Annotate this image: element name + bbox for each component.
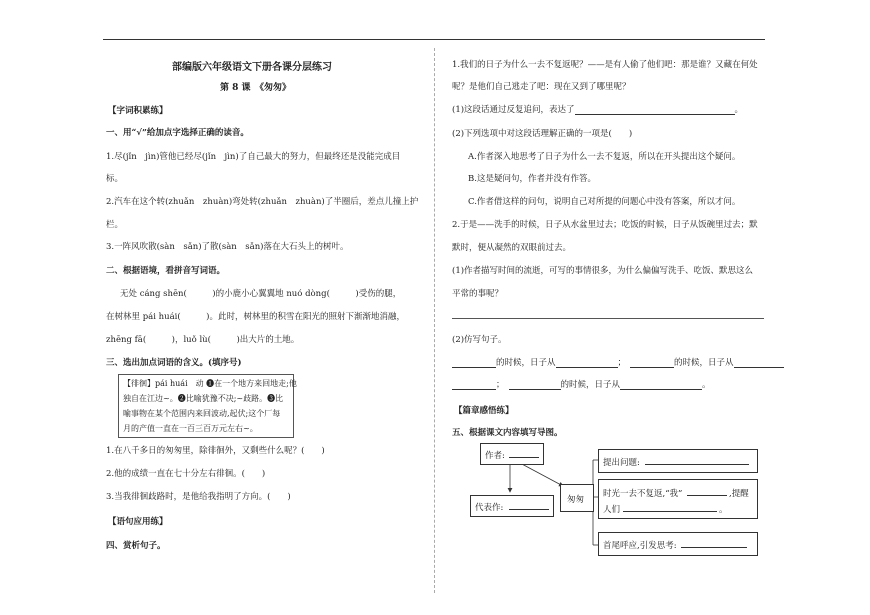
fill-text: 的时候，日子从 <box>560 380 621 390</box>
fill-text: 。 <box>702 380 711 390</box>
map-author-blank[interactable] <box>509 448 539 458</box>
map-r2-text-a: 时光一去不复返,“我” <box>603 489 683 499</box>
answer-blank[interactable] <box>575 105 735 115</box>
q1-heading: 一、用“√”给加点字选择正确的读音。 <box>106 128 249 138</box>
passage-2-q1-line-1: (1)作者描写时间的流逝，可写的事情很多，为什么偏偏写洗手、吃饭、默思这么 <box>452 266 754 276</box>
q1-item-3: 3.一阵风吹散(sàn sǎn)了散(sàn sǎn)落在大石头上的树叶。 <box>106 242 349 252</box>
passage-1-q1-text: (1)这段话通过反复追问，表达了 <box>452 105 575 115</box>
map-representative-box <box>470 495 554 517</box>
dict-line-2: 独自在江边~。❷比喻犹豫不决;~歧路。❸比 <box>123 394 284 403</box>
fill-text: 的时候，日子从 <box>674 358 734 368</box>
option-b: B.这是疑问句，作者并没有作答。 <box>468 174 596 184</box>
passage-2-q1-line-2: 平常的事呢？ <box>452 289 504 299</box>
q4-heading: 四、赏析句子。 <box>106 541 166 551</box>
answer-line[interactable] <box>452 318 764 319</box>
fill-blank[interactable] <box>734 358 784 368</box>
map-center-label: 匆匆 <box>567 495 585 505</box>
map-right-box-2 <box>598 479 758 519</box>
passage-1-q1-end: 。 <box>734 105 744 115</box>
fill-blank[interactable] <box>620 380 702 390</box>
page-title: 部编版六年级语文下册各课分层练习 <box>172 62 332 73</box>
map-author-box <box>480 443 544 465</box>
map-r3-label: 首尾呼应,引发思考: <box>603 541 677 551</box>
section-words: 【字词积累练】 <box>108 106 168 116</box>
map-r2-blank-b[interactable] <box>623 502 717 512</box>
fill-text: ； <box>617 358 627 368</box>
q1-item-1: 1.尽(jǐn jìn)管他已经尽(jǐn jìn)了自己最大的努力，但最终还是没能完成目 <box>106 152 401 162</box>
section-sentence: 【语句应用练】 <box>108 517 168 527</box>
fill-text: 的时候，日子从 <box>496 358 556 368</box>
map-r1-label: 提出问题: <box>603 458 640 468</box>
passage-2-line-2: 默时，便从凝然的双眼前过去。 <box>452 243 572 253</box>
q2-line-3: zhēng fā( )，luǒ lù( )出大片的土地。 <box>106 335 300 345</box>
map-right-box-3 <box>598 532 758 556</box>
option-a: A.作者深入地思考了日子为什么一去不复返，所以在开头提出这个疑问。 <box>468 152 741 162</box>
q3-heading: 三、选出加点词语的含义。(填序号) <box>106 358 242 368</box>
fill-blank[interactable] <box>509 380 561 390</box>
passage-1-line-2: 呢？是他们自己逃走了吧：现在又到了哪里呢？ <box>452 82 631 92</box>
imitation-line-2 <box>452 378 711 390</box>
fill-blank[interactable] <box>630 358 674 368</box>
q2-line-1: 无处 cáng shēn( )的小鹿小心翼翼地 nuó dòng( )受伤的腿， <box>120 289 402 299</box>
q1-item-2-cont: 栏。 <box>106 220 124 230</box>
q2-heading: 二、根据语境，看拼音写词语。 <box>106 266 226 276</box>
map-r3-blank[interactable] <box>681 538 747 548</box>
option-c: C.作者借这样的问句，说明自己对所提的问题心中没有答案，所以才问。 <box>468 197 741 207</box>
passage-2-q2: (2)仿写句子。 <box>452 335 507 345</box>
map-author-label: 作者: <box>485 451 505 461</box>
passage-2-line-1: 2.于是——洗手的时候，日子从水盆里过去；吃饭的时候，日子从饭碗里过去；默 <box>452 220 758 230</box>
map-r2-text-c: 人们 <box>603 505 621 515</box>
map-r2-text-b: ,提醒 <box>729 489 749 499</box>
map-right-box-1 <box>598 449 758 473</box>
passage-1-q1 <box>452 103 743 115</box>
q1-item-2: 2.汽车在这个转(zhuǎn zhuàn)弯处转(zhuǎn zhuàn)了半圈后，差点儿撞上护 <box>106 197 419 207</box>
dict-line-1: 【徘徊】pái huái 动 ❶在一个地方来回地走;他 <box>123 379 297 388</box>
fill-blank[interactable] <box>452 358 496 368</box>
q1-item-1-cont: 标。 <box>106 174 124 184</box>
lesson-title: 第 8 课 《匆匆》 <box>220 83 292 93</box>
map-rep-blank[interactable] <box>509 500 549 510</box>
imitation-line-1 <box>452 356 784 368</box>
section-chapter: 【篇章感悟练】 <box>454 406 514 416</box>
dict-line-3: 喻事物在某个范围内来回波动,起伏;这个厂每 <box>123 409 281 418</box>
q2-line-2: 在树林里 pái huái( )。此时，树林里的积雪在阳光的照射下渐渐地消融， <box>106 312 406 322</box>
top-rule <box>103 39 765 40</box>
map-r2-blank-a[interactable] <box>687 486 727 496</box>
dict-line-4: 月的产值一直在一百三百万元左右~。 <box>123 424 258 433</box>
map-r2-text-d: 。 <box>719 505 728 515</box>
map-rep-label: 代表作: <box>475 503 504 513</box>
map-center-box <box>560 484 594 512</box>
fill-blank[interactable] <box>556 358 618 368</box>
q5-heading: 五、根据课文内容填写导图。 <box>452 428 563 438</box>
fill-text: ； <box>496 380 505 390</box>
q3-item-3: 3.当我徘徊歧路时，是他给我指明了方向。( ) <box>106 492 291 502</box>
column-divider <box>434 48 435 593</box>
dictionary-entry-box <box>118 374 297 438</box>
q3-item-1: 1.在八千多日的匆匆里，除徘徊外，又剩些什么呢？( ) <box>106 446 325 456</box>
q3-item-2: 2.他的成绩一直在七十分左右徘徊。( ) <box>106 469 266 479</box>
map-r1-blank[interactable] <box>645 455 749 465</box>
fill-blank[interactable] <box>452 380 496 390</box>
passage-1-q2: (2)下列选项中对这段话理解正确的一项是( ) <box>452 129 633 139</box>
passage-1-line-1: 1.我们的日子为什么一去不复返呢？——是有人偷了他们吧：那是谁？又藏在何处 <box>452 60 758 70</box>
